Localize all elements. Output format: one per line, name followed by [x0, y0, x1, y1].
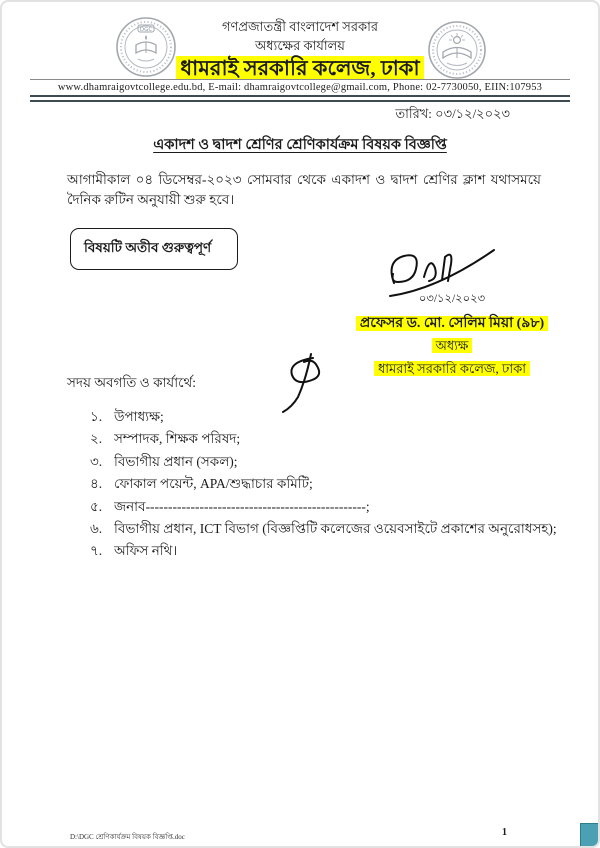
initials-scribble	[268, 349, 330, 413]
cc-item-text: উপাধ্যক্ষ;	[114, 409, 164, 424]
cc-item-number: ৭.	[90, 543, 103, 559]
document-file-path: D:\DGC শ্রেণিকার্যক্রম বিষয়ক বিজ্ঞপ্তি.doc	[70, 833, 185, 841]
notice-title: একাদশ ও দ্বাদশ শ্রেণির শ্রেণিকার্যক্রম বিষয়ক বিজ্ঞপ্তি	[153, 137, 447, 153]
government-line: গণপ্রজাতন্ত্রী বাংলাদেশ সরকার	[221, 19, 379, 34]
cc-item-number: ১.	[90, 409, 103, 424]
signature-date: ০৩/১২/২০২৩	[418, 293, 486, 305]
contact-info-line: www.dhamraigovtcollege.edu.bd, E-mail: dhamraigovtcollege@gmail.com, Phone: 02-7730050, EIIN:107953	[57, 82, 543, 93]
scrollbar-thumb[interactable]	[580, 823, 599, 848]
cc-list-item	[90, 428, 560, 450]
cc-list-item	[90, 518, 560, 540]
cc-list-item	[90, 406, 560, 428]
college-name-highlight: ধামরাই সরকারি কলেজ, ঢাকা	[176, 56, 423, 80]
cc-list-item	[90, 540, 560, 562]
header-divider-double	[30, 95, 570, 102]
cc-item-text: বিভাগীয় প্রধান, ICT বিভাগ (বিজ্ঞপ্তিটি কলেজের ওয়েবসাইটে প্রকাশের অনুরোধসহ);	[114, 521, 557, 537]
page-number: 1	[502, 827, 507, 838]
cc-item-number: ৩.	[90, 453, 103, 469]
signature-college-name	[330, 360, 574, 381]
cc-item-number: ৫.	[90, 498, 103, 514]
cc-item-text: জনাব-------------------------------------------------;	[114, 498, 370, 514]
cc-item-text: সম্পাদক, শিক্ষক পরিষদ;	[114, 431, 241, 447]
cc-list-item	[90, 473, 560, 495]
cc-item-number: ৪.	[90, 476, 103, 492]
issue-date: তারিখ: ০৩/১২/২০২৩	[395, 106, 510, 121]
notice-body-paragraph: আগামীকাল ০৪ ডিসেম্বর-২০২৩ সোমবার থেকে একাদশ ও দ্বাদশ শ্রেণির ক্লাশ যথাসময়ে দৈনিক রুটিন অনুযায়ী শুরু হবে।	[67, 172, 541, 207]
cc-item-text: ফোকাল পয়েন্ট, APA/শুদ্ধাচার কমিটি;	[114, 476, 313, 492]
cc-item-text: বিভাগীয় প্রধান (সকল);	[114, 453, 238, 469]
signature-block	[330, 290, 574, 381]
cc-recipient-list	[90, 406, 560, 563]
cc-list-item	[90, 451, 560, 473]
importance-note-box: বিষয়টি অতীব গুরুত্বপূর্ণ	[70, 228, 238, 270]
cc-item-number: ২.	[90, 431, 103, 447]
cc-item-number: ৬.	[90, 521, 103, 537]
seal-monogram-text: DGC	[139, 27, 153, 33]
cc-list-item	[90, 496, 560, 518]
cc-item-text: অফিস নথি।	[114, 543, 178, 559]
signature-college-highlight: ধামরাই সরকারি কলেজ, ঢাকা	[374, 361, 530, 376]
principal-office-line: অধ্যক্ষের কার্যালয়	[255, 38, 345, 53]
header-divider-thin	[30, 79, 570, 80]
principal-name	[330, 311, 574, 335]
designation-highlight: অধ্যক্ষ	[432, 338, 473, 353]
principal-name-highlight: প্রফেসর ড. মো. সেলিম মিয়া (৯৮)	[356, 316, 548, 331]
cc-section-heading: সদয় অবগতি ও কার্যার্থে:	[67, 375, 197, 390]
principal-designation	[330, 337, 574, 358]
